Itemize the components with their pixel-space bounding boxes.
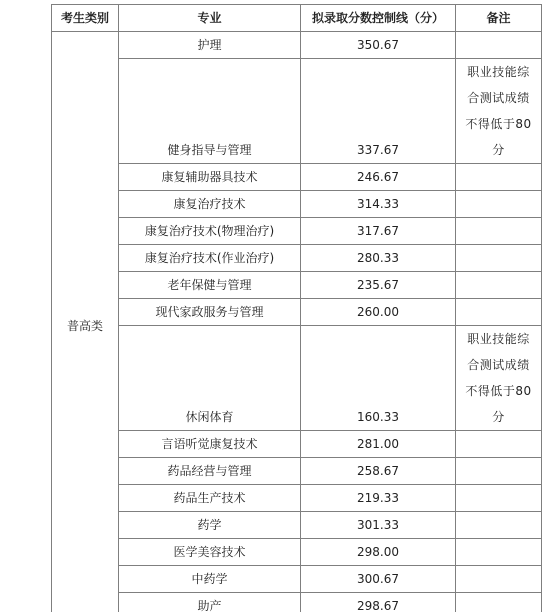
score-cell: 235.67	[301, 272, 456, 299]
note-cell	[456, 485, 542, 512]
score-cell: 350.67	[301, 32, 456, 59]
major-cell: 康复辅助器具技术	[119, 164, 301, 191]
note-line: 职业技能综	[467, 65, 530, 79]
score-cell: 317.67	[301, 218, 456, 245]
major-cell: 助产	[119, 593, 301, 612]
header-note: 备注	[456, 5, 542, 32]
table-row	[52, 59, 542, 164]
score-cell: 314.33	[301, 191, 456, 218]
score-cell: 281.00	[301, 431, 456, 458]
note-cell	[456, 164, 542, 191]
score-cell: 219.33	[301, 485, 456, 512]
table-row	[52, 191, 542, 218]
major-cell: 健身指导与管理	[119, 59, 301, 164]
note-line: 分	[492, 143, 505, 157]
major-cell: 康复治疗技术(作业治疗)	[119, 245, 301, 272]
major-cell: 休闲体育	[119, 326, 301, 431]
table-row	[52, 32, 542, 59]
table-body	[52, 32, 542, 612]
note-cell	[456, 59, 542, 164]
score-cell: 337.67	[301, 59, 456, 164]
table-row	[52, 299, 542, 326]
note-cell	[456, 431, 542, 458]
note-cell	[456, 326, 542, 431]
note-cell	[456, 539, 542, 566]
header-category: 考生类别	[52, 5, 119, 32]
major-cell: 中药学	[119, 566, 301, 593]
note-line: 职业技能综	[467, 332, 530, 346]
note-cell	[456, 218, 542, 245]
major-cell: 康复治疗技术(物理治疗)	[119, 218, 301, 245]
score-cell: 301.33	[301, 512, 456, 539]
note-cell	[456, 512, 542, 539]
table-row	[52, 218, 542, 245]
table-row	[52, 593, 542, 612]
major-cell: 康复治疗技术	[119, 191, 301, 218]
score-cell: 246.67	[301, 164, 456, 191]
table-row	[52, 512, 542, 539]
table-row	[52, 326, 542, 431]
score-cell: 298.00	[301, 539, 456, 566]
table-row	[52, 566, 542, 593]
major-cell: 药品经营与管理	[119, 458, 301, 485]
admission-score-table	[51, 4, 542, 612]
table-row	[52, 245, 542, 272]
table-row	[52, 458, 542, 485]
table-row	[52, 272, 542, 299]
note-line: 分	[492, 410, 505, 424]
score-cell: 160.33	[301, 326, 456, 431]
header-major: 专业	[119, 5, 301, 32]
score-cell: 260.00	[301, 299, 456, 326]
score-cell: 298.67	[301, 593, 456, 612]
note-cell	[456, 566, 542, 593]
major-cell: 言语听觉康复技术	[119, 431, 301, 458]
major-cell: 老年保健与管理	[119, 272, 301, 299]
major-cell: 现代家政服务与管理	[119, 299, 301, 326]
score-cell: 258.67	[301, 458, 456, 485]
note-line: 不得低于80	[465, 117, 532, 131]
note-cell	[456, 299, 542, 326]
major-cell: 药学	[119, 512, 301, 539]
note-cell	[456, 593, 542, 612]
table-header-row	[52, 5, 542, 32]
note-cell	[456, 245, 542, 272]
note-line: 不得低于80	[465, 384, 532, 398]
category-cell: 普高类	[52, 32, 119, 612]
note-line: 合测试成绩	[467, 91, 530, 105]
major-cell: 护理	[119, 32, 301, 59]
table-row	[52, 164, 542, 191]
table-row	[52, 539, 542, 566]
score-cell: 280.33	[301, 245, 456, 272]
note-cell	[456, 32, 542, 59]
note-cell	[456, 191, 542, 218]
major-cell: 医学美容技术	[119, 539, 301, 566]
note-cell	[456, 458, 542, 485]
note-cell	[456, 272, 542, 299]
note-line: 合测试成绩	[467, 358, 530, 372]
table-row	[52, 431, 542, 458]
header-score: 拟录取分数控制线（分）	[301, 5, 456, 32]
major-cell: 药品生产技术	[119, 485, 301, 512]
score-cell: 300.67	[301, 566, 456, 593]
table-row	[52, 485, 542, 512]
